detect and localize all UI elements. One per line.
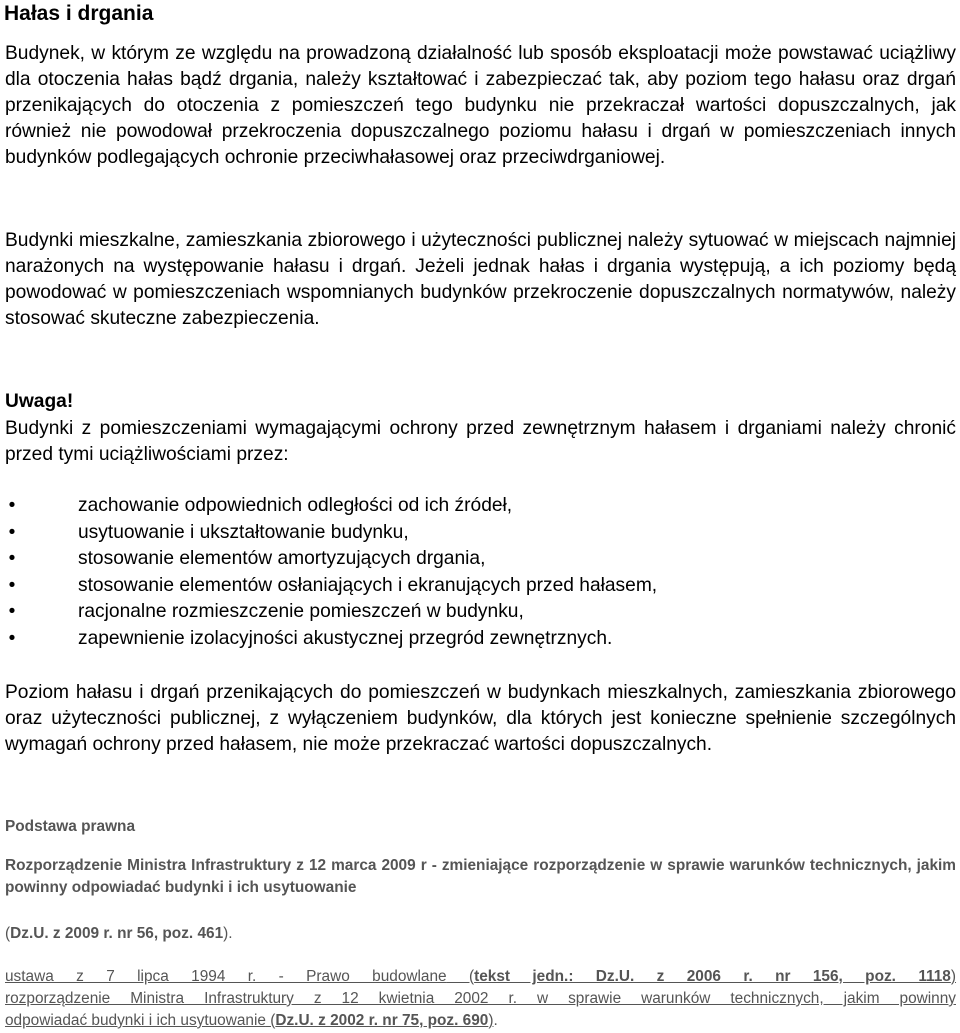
regulation-title: Rozporządzenie Ministra Infrastruktury z 12 marca 2009 r - zmieniające rozporządzenie w sprawie warunków technicznych, jakim powinny odpowiadać budynki i ich usytuowanie <box>5 857 956 896</box>
list-item-text: stosowanie elementów amortyzujących drgania, <box>78 548 486 569</box>
link-prawo-budowlane[interactable]: ustawa z 7 lipca 1994 r. - Prawo budowlane <box>5 968 447 985</box>
list-item <box>0 573 960 600</box>
link-rozporzadzenie-2002[interactable]: rozporządzenie Ministra Infrastruktury z 12 kwietnia 2002 r. w sprawie warunków technicznych, jakim powinny <box>5 990 956 1007</box>
uwaga-heading: Uwaga! <box>5 391 74 412</box>
paragraph-building-location: Budynki mieszkalne, zamieszkania zbiorowego i użyteczności publicznej należy sytuować w miejscach najmniej narażonych na występowanie hałasu i drgań. Jeżeli jednak hałas i drgania występują, a ich poziomy będą powodować w pomieszczeniach wspomnianych budynków przekroczenie dopuszczalnych normatywów, należy stosować skuteczne zabezpieczenia. <box>5 230 956 329</box>
paragraph-noise-limits: Poziom hałasu i drgań przenikających do pomieszczeń w budynkach mieszkalnych, zamieszkania zbiorowego oraz użyteczności publicznej, z wyłączeniem budynków, dla których jest konieczne spełnienie szczególnych wymagań ochrony przed hałasem, nie może przekraczać wartości dopuszczalnych. <box>5 682 956 755</box>
reference-regulation-2002-line1 <box>5 988 956 1010</box>
link-rozporzadzenie-2002-citation[interactable]: Dz.U. z 2002 r. nr 75, poz. 690 <box>275 1012 489 1029</box>
regulation-citation: (Dz.U. z 2009 r. nr 56, poz. 461). <box>5 925 233 942</box>
link-rozporzadzenie-2002-open[interactable]: ( <box>265 1012 276 1029</box>
list-item <box>0 546 960 573</box>
bullet-icon: • <box>8 495 16 516</box>
paragraph-protection-intro: Budynki z pomieszczeniami wymagającymi ochrony przed zewnętrznym hałasem i drganiami należy chronić przed tymi uciążliwościami przez: <box>5 418 956 465</box>
link-prawo-budowlane-open[interactable]: ( <box>446 968 475 985</box>
link-prawo-budowlane-close[interactable]: ) <box>950 968 957 985</box>
reference-building-law <box>5 966 956 988</box>
list-item-text: stosowanie elementów osłaniających i ekranujących przed hałasem, <box>78 574 658 596</box>
reference-regulation-2002-line2 <box>5 1010 956 1032</box>
list-item-text: racjonalne rozmieszczenie pomieszczeń w budynku, <box>78 601 524 622</box>
link-rozporzadzenie-2002-cont[interactable]: odpowiadać budynki i ich usytuowanie <box>5 1012 266 1029</box>
list-item <box>0 626 960 653</box>
bullet-icon: • <box>8 548 16 569</box>
bullet-icon: • <box>8 627 16 649</box>
legal-basis-heading: Podstawa prawna <box>5 818 136 835</box>
bullet-icon: • <box>8 601 16 622</box>
paragraph-noise-sources: Budynek, w którym ze względu na prowadzoną działalność lub sposób eksploatacji może powstawać uciążliwy dla otoczenia hałas bądź drgania, należy kształtować i zabezpieczać tak, aby poziom tego hałasu oraz drgań przenikających do otoczenia z pomieszczeń tego budynku nie przekraczał wartości dopuszczalnych, jak również nie powodował przekroczenia dopuszczalnego poziomu hałasu i drgań w pomieszczeniach innych budynków podlegających ochronie przeciwhałasowej oraz przeciwdrganiowej. <box>5 43 956 168</box>
list-item <box>0 493 960 520</box>
list-item-text: usytuowanie i ukształtowanie budynku, <box>78 521 409 543</box>
list-item <box>0 520 960 547</box>
bullet-icon: • <box>8 521 16 543</box>
link-prawo-budowlane-citation[interactable]: tekst jedn.: Dz.U. z 2006 r. nr 156, poz. 1118 <box>474 968 951 985</box>
citation-bold: Dz.U. z 2009 r. nr 56, poz. 461 <box>10 925 224 942</box>
list-item-text: zapewnienie izolacyjności akustycznej przegród zewnętrznych. <box>78 627 613 649</box>
protection-measures-list <box>0 493 960 652</box>
bullet-icon: • <box>8 574 16 596</box>
list-item-text: zachowanie odpowiednich odległości od ich źródeł, <box>78 495 513 516</box>
link-rozporzadzenie-2002-close[interactable]: ) <box>488 1012 494 1029</box>
page-title: Hałas i drgania <box>4 2 154 25</box>
list-item <box>0 599 960 626</box>
reference-end-period: . <box>493 1012 498 1029</box>
